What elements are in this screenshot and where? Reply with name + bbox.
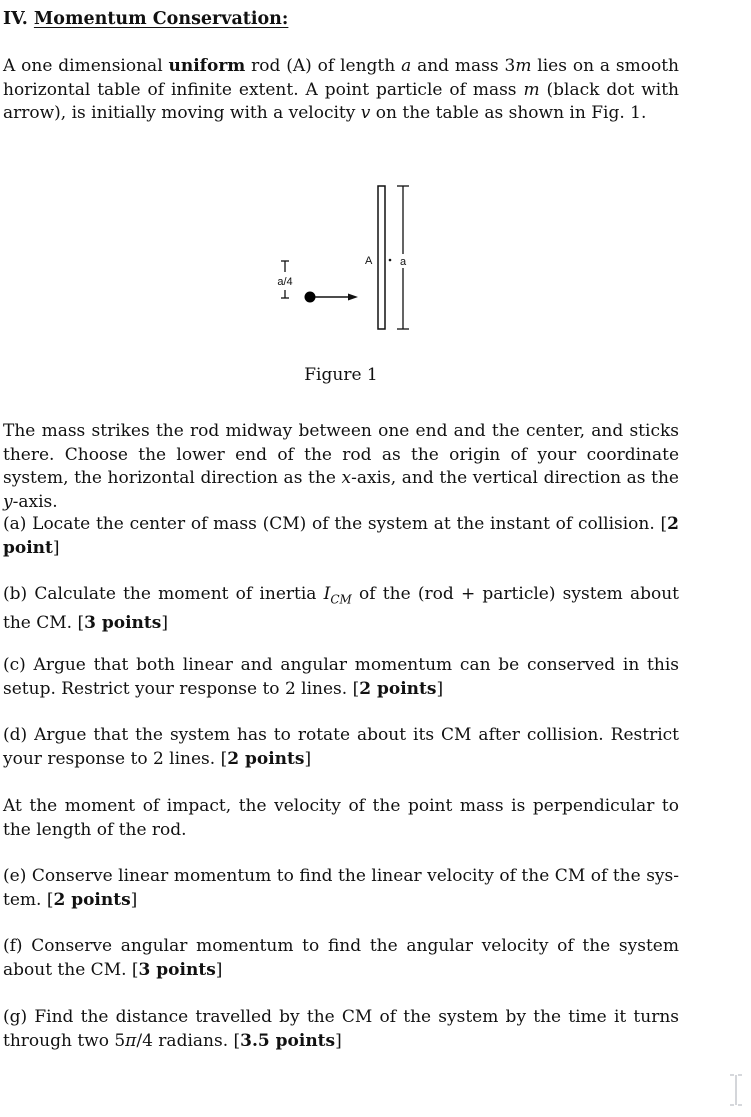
intro-text: (black dot with arrow), is initially moving with a velocity <box>3 79 680 123</box>
question-text: (d) Argue that the system has to rotate about its CM after collision. Restrict your response to 2 lines. [ <box>3 725 679 769</box>
length-label: a <box>400 256 407 268</box>
intro-var: m <box>515 56 532 76</box>
question-c: (c) Argue that both linear and angular momentum can be conserved in this setup. Restrict your response to 2 lines. [2 points] <box>3 655 679 699</box>
figure-1 <box>3 140 679 400</box>
symbol: π <box>125 1030 137 1051</box>
section-title: Momentum Conservation: <box>33 9 289 29</box>
intro-text: A one dimensional <box>3 56 169 76</box>
setup-var: x <box>341 468 352 488</box>
question-g: (g) Find the distance travelled by the CM of the system by the time it turns through two 5π/4 radians. [3.5 points] <box>3 1007 679 1051</box>
intro-text: and mass 3 <box>411 56 516 76</box>
section-number: IV. <box>3 9 28 29</box>
setup-paragraph <box>3 420 679 514</box>
rod-diagram <box>3 140 679 350</box>
intro-text: on the table as shown in Fig. 1. <box>370 103 647 123</box>
question-text: (f) Conserve angular momentum to find the angular velocity of the system about the CM. [ <box>3 936 679 980</box>
impact-paragraph: At the moment of impact, the velocity of the point mass is perpendicular to the length of the rod. <box>3 796 679 840</box>
arrow-head <box>348 294 358 301</box>
text-cursor-icon <box>727 1073 745 1107</box>
question-d: (d) Argue that the system has to rotate about its CM after collision. Restrict your response to 2 lines. [2 points] <box>3 725 679 769</box>
question-text: (c) Argue that both linear and angular momentum can be conserved in this setup. Restrict your response to 2 lines. [ <box>3 655 679 699</box>
question-e: (e) Conserve linear momentum to find the linear velocity of the CM of the sys-tem. [2 points] <box>3 866 679 910</box>
points: 2 point <box>3 514 679 558</box>
points: 3 points <box>138 959 216 980</box>
setup-text: -axis, and the vertical direction as the <box>351 468 679 488</box>
intro-text: rod (A) of length <box>245 56 402 76</box>
setup-var: y <box>3 491 13 512</box>
section-heading <box>3 9 288 29</box>
intro-var: a <box>401 56 412 76</box>
points: 3.5 points <box>240 1030 336 1051</box>
question-text: (a) Locate the center of mass (CM) of the system at the instant of collision. [ <box>3 514 668 534</box>
question-text: (e) Conserve linear momentum to find the linear velocity of the CM of the sys-tem. [ <box>3 866 679 910</box>
intro-var: m <box>523 79 540 100</box>
question-text: of the (rod + particle) system about the CM. [ <box>3 584 679 633</box>
question-b: (b) Calculate the moment of inertia $I_{CM}$ of the (rod + particle) system about the CM. [3 points] <box>3 584 679 633</box>
rod <box>378 186 385 329</box>
setup-text: -axis. <box>12 491 58 512</box>
intro-var: v <box>360 103 371 123</box>
points: 2 points <box>227 748 305 769</box>
rod-label: A <box>365 255 373 267</box>
symbol: I <box>323 584 331 604</box>
question-text: (g) Find the distance travelled by the CM of the system by the time it turns through two 5 <box>3 1007 679 1051</box>
offset-label: a/4 <box>277 276 293 288</box>
question-text: /4 radians. [ <box>136 1030 241 1051</box>
intro-text: lies on a smooth horizontal table of infinite extent. A point particle of mass <box>3 56 679 100</box>
question-f: (f) Conserve angular momentum to find the angular velocity of the system about the CM. [3 points] <box>3 936 679 980</box>
question-text: (b) Calculate the moment of inertia <box>3 584 324 604</box>
points: 2 points <box>53 889 131 910</box>
points: 2 points <box>359 678 437 699</box>
symbol-subscript: CM <box>330 592 352 607</box>
intro-bold: uniform <box>168 56 246 76</box>
points: 3 points <box>84 612 162 633</box>
setup-text: The mass strikes the rod midway between one end and the center, and sticks there. Choose the lower end of the rod as the origin of your coordinate system, the horizontal direction as the <box>3 421 679 488</box>
point-mass <box>305 292 316 303</box>
question-a: (a) Locate the center of mass (CM) of the system at the instant of collision. [2 point] <box>3 514 679 558</box>
intro-paragraph <box>3 55 679 126</box>
figure-caption: Figure 1 <box>304 365 378 385</box>
rod-center-dot <box>389 259 392 262</box>
